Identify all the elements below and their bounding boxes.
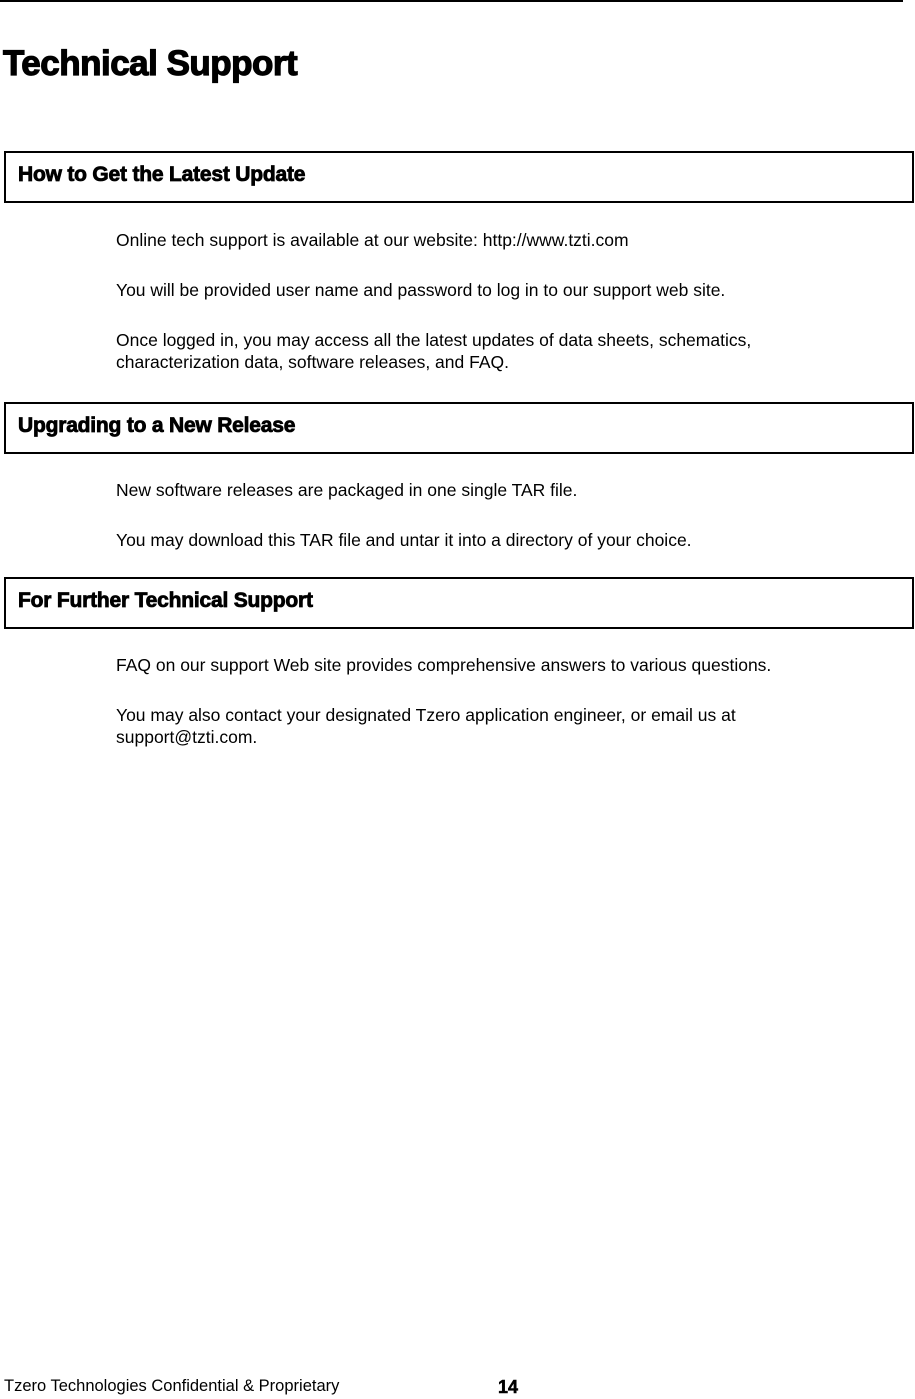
section-heading-box xyxy=(4,577,914,629)
section-heading-box xyxy=(4,402,914,454)
paragraph: You will be provided user name and password to log in to our support web site. xyxy=(116,280,726,300)
paragraph: You may download this TAR file and untar it into a directory of your choice. xyxy=(116,530,692,550)
section-heading-box xyxy=(4,151,914,203)
footer-text: Tzero Technologies Confidential & Proprietary xyxy=(4,1377,340,1395)
page-number: 14 xyxy=(498,1377,519,1397)
header-rule xyxy=(0,0,903,2)
section-heading: Upgrading to a New Release xyxy=(18,414,296,437)
section-heading: How to Get the Latest Update xyxy=(18,163,306,186)
paragraph: You may also contact your designated Tzero application engineer, or email us at support@tzti.com. xyxy=(116,705,736,747)
paragraph: New software releases are packaged in one single TAR file. xyxy=(116,480,578,500)
paragraph: FAQ on our support Web site provides comprehensive answers to various questions. xyxy=(116,655,772,675)
paragraph: Online tech support is available at our website: http://www.tzti.com xyxy=(116,230,629,250)
page-title: Technical Support xyxy=(3,44,298,83)
paragraph: Once logged in, you may access all the latest updates of data sheets, schematics, characterization data, software releases, and FAQ. xyxy=(116,330,752,372)
section-heading: For Further Technical Support xyxy=(18,589,313,612)
